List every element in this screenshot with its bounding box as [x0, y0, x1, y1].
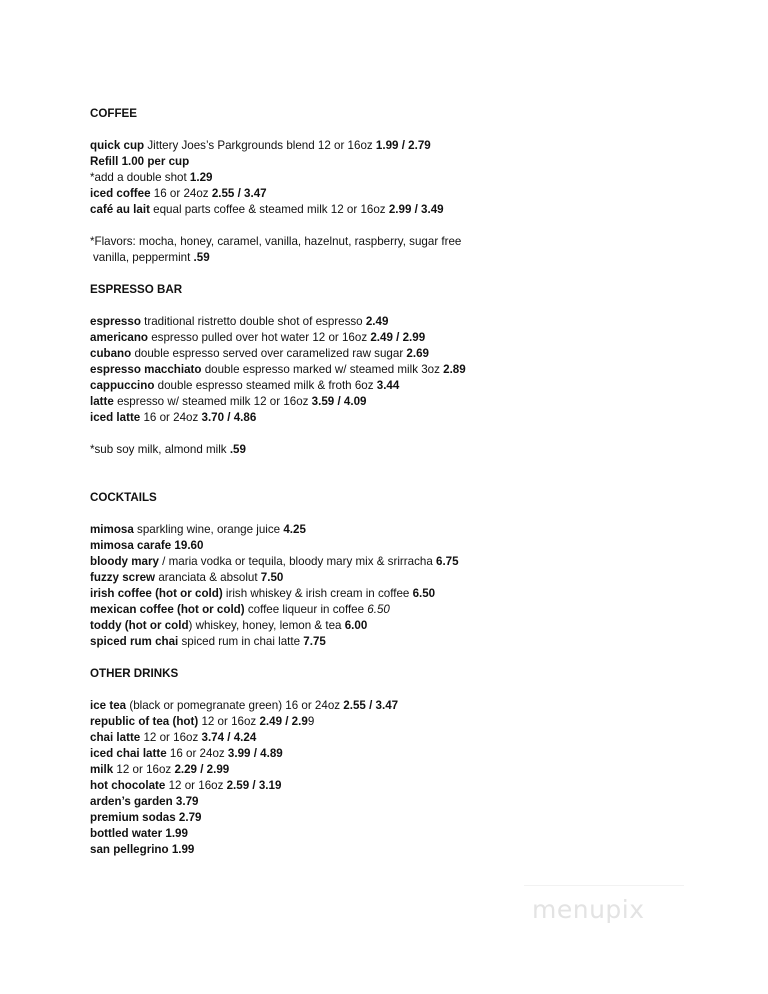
item-desc: 16 or 24oz	[140, 411, 202, 424]
menu-item-double-shot	[90, 170, 730, 186]
item-desc: 12 or 16oz	[113, 763, 175, 776]
item-desc: espresso w/ steamed milk 12 or 16oz	[113, 395, 312, 408]
item-price: 2.49 / 2.9	[259, 715, 308, 728]
item-name: toddy (hot or cold	[90, 619, 189, 632]
menu-item-irish-coffee	[90, 586, 730, 602]
item-desc: double espresso served over caramelized raw sugar	[131, 347, 407, 360]
menu-item-iced-chai-latte	[90, 746, 730, 762]
item-desc: 12 or 16oz	[165, 779, 227, 792]
section-title-cocktails: COCKTAILS	[90, 491, 157, 504]
item-name: iced latte	[90, 411, 141, 424]
flavors-price: .59	[193, 251, 210, 264]
item-name: iced coffee	[90, 187, 151, 200]
item-price: 1.29	[189, 171, 213, 184]
item-price: 3.70 / 4.86	[201, 411, 257, 424]
item-name: espresso macchiato	[90, 363, 202, 376]
item-name: chai latte	[90, 731, 141, 744]
item-name: san pellegrino 1.99	[90, 843, 195, 856]
item-name: spiced rum chai	[90, 635, 179, 648]
item-desc: 12 or 16oz	[198, 715, 260, 728]
menu-item-iced-coffee	[90, 186, 730, 202]
item-name: latte	[90, 395, 114, 408]
item-desc: sparkling wine, orange juice	[133, 523, 284, 536]
item-price: 1.99 / 2.79	[375, 139, 431, 152]
item-name: Refill 1.00 per cup	[90, 155, 190, 168]
menu-item-fuzzy-screw	[90, 570, 730, 586]
item-name: bloody mary	[90, 555, 159, 568]
menu-item-quick-cup	[90, 138, 730, 154]
section-title-coffee: COFFEE	[90, 107, 138, 120]
item-price: 4.25	[283, 523, 306, 536]
menu-item-chai-latte	[90, 730, 730, 746]
menu-item-spiced-rum-chai	[90, 634, 730, 650]
item-price: 2.55 / 3.47	[211, 187, 267, 200]
item-desc: equal parts coffee & steamed milk 12 or 16oz	[149, 203, 389, 216]
menu-document	[90, 106, 730, 858]
item-price: 3.44	[376, 379, 400, 392]
item-desc: / maria vodka or tequila, bloody mary mix & srirracha	[158, 555, 436, 568]
item-desc: *add a double shot	[90, 171, 190, 184]
item-price: 2.99 / 3.49	[388, 203, 444, 216]
item-desc: Jittery Joes’s Parkgrounds blend 12 or 16oz	[144, 139, 376, 152]
menu-item-bloody-mary	[90, 554, 730, 570]
item-price: 2.89	[443, 363, 466, 376]
item-desc: espresso pulled over hot water 12 or 16oz	[148, 331, 371, 344]
menu-item-san-pellegrino	[90, 842, 730, 858]
item-price: 7.75	[303, 635, 326, 648]
milk-sub-note	[90, 442, 730, 458]
menupix-watermark: menupix	[532, 895, 645, 924]
item-name: fuzzy screw	[90, 571, 156, 584]
flavors-note-line2	[90, 250, 730, 266]
note-desc: *sub soy milk, almond milk	[90, 443, 230, 456]
item-name: republic of tea (hot)	[90, 715, 199, 728]
item-price: 6.75	[436, 555, 459, 568]
note-price: .59	[229, 443, 246, 456]
item-desc: traditional ristretto double shot of espresso	[140, 315, 366, 328]
item-price: 2.49 / 2.99	[370, 331, 426, 344]
item-name: café au lait	[90, 203, 150, 216]
section-title-espresso-bar: ESPRESSO BAR	[90, 283, 183, 296]
flavors-desc: vanilla, peppermint	[93, 251, 194, 264]
menu-item-ice-tea	[90, 698, 730, 714]
item-desc: 12 or 16oz	[140, 731, 202, 744]
item-price: 3.59 / 4.09	[311, 395, 367, 408]
menu-item-mimosa	[90, 522, 730, 538]
item-desc: double espresso steamed milk & froth 6oz	[154, 379, 377, 392]
menu-item-cubano	[90, 346, 730, 362]
item-name: cubano	[90, 347, 132, 360]
menu-item-americano	[90, 330, 730, 346]
item-desc: irish whiskey & irish cream in coffee	[222, 587, 413, 600]
menu-item-cappuccino	[90, 378, 730, 394]
item-name: quick cup	[90, 139, 145, 152]
item-name: irish coffee (hot or cold)	[90, 587, 223, 600]
item-name: cappuccino	[90, 379, 155, 392]
item-desc: coffee liqueur in coffee	[244, 603, 368, 616]
item-price: 6.50	[412, 587, 436, 600]
menu-item-espresso	[90, 314, 730, 330]
item-price: 6.50	[367, 603, 390, 616]
menu-item-republic-of-tea	[90, 714, 730, 730]
item-name: espresso	[90, 315, 141, 328]
menu-item-milk	[90, 762, 730, 778]
menu-item-mexican-coffee	[90, 602, 730, 618]
item-price-tail: 9	[307, 715, 315, 728]
menu-item-latte	[90, 394, 730, 410]
item-price: 2.69	[406, 347, 429, 360]
item-name: mexican coffee (hot or cold)	[90, 603, 245, 616]
item-name: americano	[90, 331, 148, 344]
item-price: 7.50	[260, 571, 284, 584]
item-desc: aranciata & absolut	[155, 571, 261, 584]
item-name: ice tea	[90, 699, 127, 712]
item-price: 2.29 / 2.99	[174, 763, 230, 776]
item-desc: (black or pomegranate green) 16 or 24oz	[126, 699, 344, 712]
item-price: 3.74 / 4.24	[201, 731, 257, 744]
watermark-divider	[524, 885, 684, 886]
menu-item-iced-latte	[90, 410, 730, 426]
item-name: iced chai latte	[90, 747, 167, 760]
item-name: bottled water 1.99	[90, 827, 188, 840]
item-price: 2.55 / 3.47	[343, 699, 399, 712]
item-price: 2.49	[365, 315, 389, 328]
item-price: 3.99 / 4.89	[227, 747, 283, 760]
menu-item-espresso-macchiato	[90, 362, 730, 378]
item-name: premium sodas 2.79	[90, 811, 202, 824]
item-desc: double espresso marked w/ steamed milk 3oz	[201, 363, 444, 376]
menu-item-cafe-au-lait	[90, 202, 730, 218]
section-title-other-drinks: OTHER DRINKS	[90, 667, 179, 680]
menu-item-hot-chocolate	[90, 778, 730, 794]
item-name: mimosa carafe 19.60	[90, 539, 204, 552]
item-desc: 16 or 24oz	[150, 187, 212, 200]
item-desc: 16 or 24oz	[166, 747, 228, 760]
menu-item-premium-sodas	[90, 810, 730, 826]
item-name: mimosa	[90, 523, 134, 536]
item-name: hot chocolate	[90, 779, 166, 792]
item-price: 2.59 / 3.19	[226, 779, 282, 792]
item-name: milk	[90, 763, 114, 776]
item-name: arden’s garden 3.79	[90, 795, 199, 808]
menu-item-mimosa-carafe	[90, 538, 730, 554]
item-price: 6.00	[344, 619, 368, 632]
item-desc: spiced rum in chai latte	[178, 635, 304, 648]
item-desc: ) whiskey, honey, lemon & tea	[188, 619, 345, 632]
flavors-note-line1: *Flavors: mocha, honey, caramel, vanilla, hazelnut, raspberry, sugar free	[90, 235, 462, 248]
menu-item-ardens-garden	[90, 794, 730, 810]
menu-item-refill	[90, 154, 730, 170]
menu-item-toddy	[90, 618, 730, 634]
menu-item-bottled-water	[90, 826, 730, 842]
